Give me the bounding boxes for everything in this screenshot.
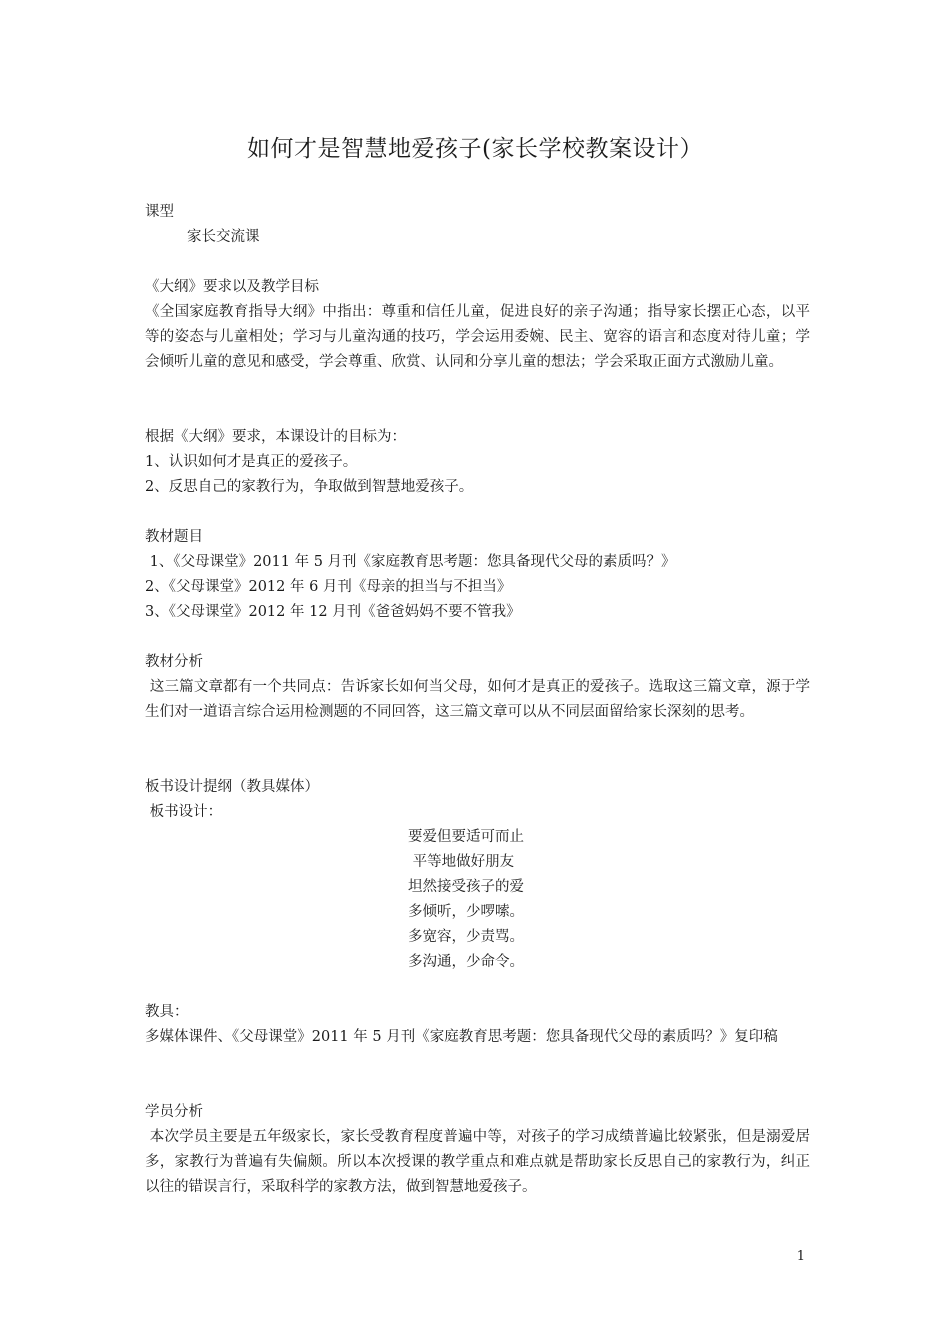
- goals-intro: 根据《大纲》要求，本课设计的目标为：: [145, 429, 406, 445]
- section-students: [145, 1100, 810, 1200]
- board-line: 平等地做好朋友: [408, 854, 515, 870]
- page-number: 1: [796, 1249, 805, 1264]
- board-sub-heading: 板书设计：: [145, 804, 223, 820]
- goal-item: 2、反思自己的家教行为，争取做到智慧地爱孩子。: [145, 479, 474, 495]
- board-line: 坦然接受孩子的爱: [408, 879, 524, 895]
- outline-heading: 《大纲》要求以及教学目标: [145, 279, 319, 295]
- section-outline: [145, 275, 810, 375]
- materials-heading: 教材题目: [145, 529, 203, 545]
- analysis-paragraph: 这三篇文章都有一个共同点：告诉家长如何当父母，如何才是真正的爱孩子。选取这三篇文章，源于学生们对一道语言综合运用检测题的不同回答，这三篇文章可以从不同层面留给家长深刻的思考。: [145, 679, 811, 720]
- section-board: [145, 775, 810, 825]
- board-line: 多沟通，少命令。: [408, 954, 524, 970]
- students-heading: 学员分析: [145, 1104, 203, 1120]
- analysis-heading: 教材分析: [145, 654, 203, 670]
- outline-paragraph: 《全国家庭教育指导大纲》中指出：尊重和信任儿童，促进良好的亲子沟通；指导家长摆正心态，以平等的姿态与儿童相处；学习与儿童沟通的技巧，学会运用委婉、民主、宽容的语言和态度对待儿童；学会倾听儿童的意见和感受，学会尊重、欣赏、认同和分享儿童的想法；学会采取正面方式激励儿童。: [145, 304, 810, 370]
- section-tools: [145, 1000, 810, 1050]
- students-paragraph: 本次学员主要是五年级家长，家长受教育程度普遍中等，对孩子的学习成绩普遍比较紧张，但是溺爱居多，家教行为普遍有失偏颇。所以本次授课的教学重点和难点就是帮助家长反思自己的家教行为，纠正以往的错误言行，采取科学的家教方法，做到智慧地爱孩子。: [145, 1129, 811, 1195]
- board-line: 多宽容，少责骂。: [408, 929, 524, 945]
- material-item: 2、《父母课堂》2012 年 6 月刊《母亲的担当与不担当》: [145, 579, 512, 595]
- board-heading: 板书设计提纲（教具媒体）: [145, 779, 319, 795]
- section-materials: [145, 525, 810, 625]
- board-line: 要爱但要适可而止: [408, 829, 524, 845]
- lesson-type-heading: 课型: [145, 204, 174, 220]
- section-goals: [145, 425, 810, 500]
- tools-heading: 教具：: [145, 1004, 189, 1020]
- board-content: [408, 825, 524, 975]
- material-item: 1、《父母课堂》2011 年 5 月刊《家庭教育思考题：您具备现代父母的素质吗？》: [145, 554, 676, 570]
- goal-item: 1、认识如何才是真正的爱孩子。: [145, 454, 358, 470]
- lesson-type-value: 家长交流课: [187, 229, 260, 245]
- section-lesson-type: [145, 200, 810, 250]
- section-analysis: [145, 650, 810, 725]
- material-item: 3、《父母课堂》2012 年 12 月刊《爸爸妈妈不要不管我》: [145, 604, 521, 620]
- document-title: 如何才是智慧地爱孩子(家长学校教案设计）: [247, 136, 703, 162]
- board-line: 多倾听，少啰嗦。: [408, 904, 524, 920]
- tools-paragraph: 多媒体课件、《父母课堂》2011 年 5 月刊《家庭教育思考题：您具备现代父母的素质吗？》复印稿: [145, 1029, 778, 1045]
